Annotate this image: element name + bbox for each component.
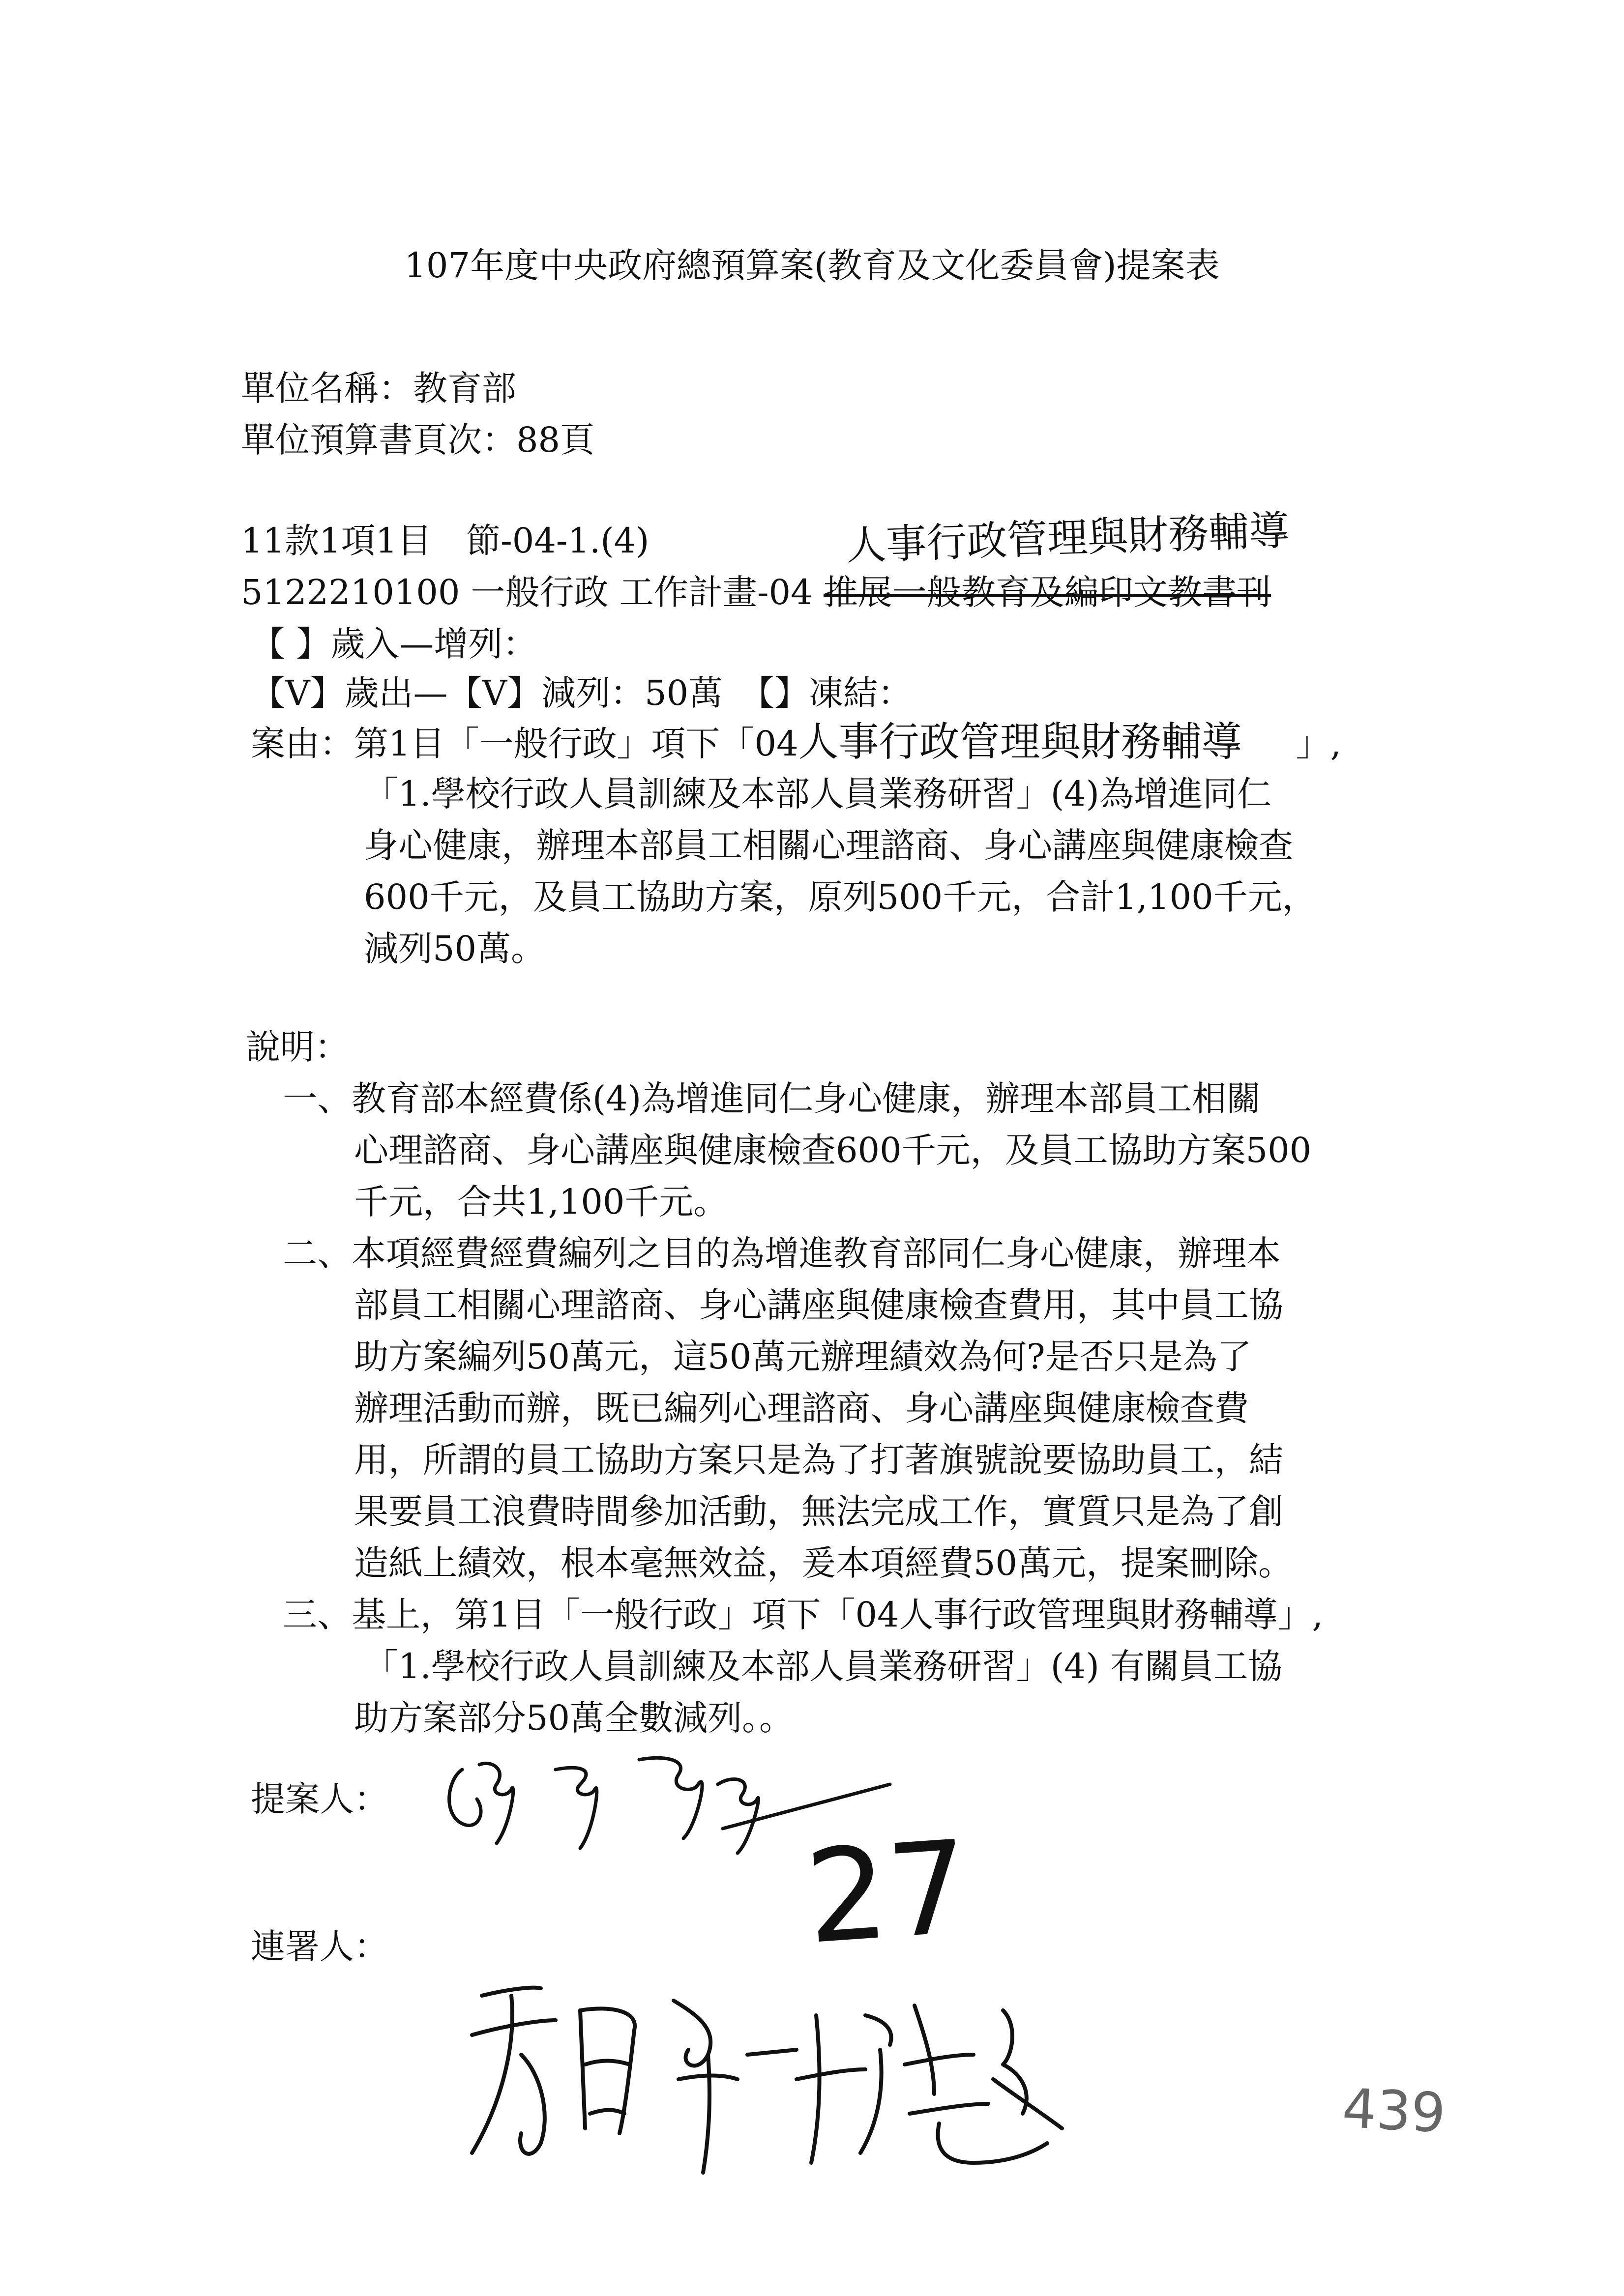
page-title: 107年度中央政府總預算案(教育及文化委員會)提案表	[404, 245, 1220, 286]
expenditure-line: 【V】歲出—【V】減列：50萬 【】凍結：	[251, 673, 913, 713]
explanation-item2-line1: 二、本項經費經費編列之目的為增進教育部同仁身心健康，辦理本	[283, 1233, 1281, 1274]
case-line-2: 「1.學校行政人員訓練及本部人員業務研習」(4)為增進同仁	[364, 774, 1271, 814]
handwritten-number: 27	[801, 1813, 974, 1973]
case-handwritten: 人事行政管理與財務輔導	[798, 719, 1242, 765]
case-line1-suffix: 」,	[1296, 724, 1341, 764]
cosigner-signatures	[443, 1966, 1131, 2192]
case-line-3: 身心健康，辦理本部員工相關心理諮商、身心講座與健康檢查	[364, 825, 1293, 866]
proposer-label: 提案人：	[251, 1779, 388, 1819]
explanation-item3-line1: 三、基上，第1目「一般行政」項下「04人事行政管理與財務輔導」,	[283, 1595, 1323, 1635]
explanation-item1-line2: 心理諮商、身心講座與健康檢查600千元，及員工協助方案500	[354, 1130, 1312, 1170]
explanation-item2-line2: 部員工相關心理諮商、身心講座與健康檢查費用，其中員工協	[354, 1285, 1283, 1325]
revenue-line: 【 】歲入—增列：	[251, 624, 537, 664]
explanation-item1-line3: 千元，合共1,100千元。	[354, 1182, 728, 1222]
explanation-item2-line3: 助方案編列50萬元，這50萬元辦理績效為何?是否只是為了	[354, 1337, 1252, 1377]
case-label: 案由：	[251, 724, 354, 764]
unit-page: 單位預算書頁次：88頁	[241, 420, 595, 460]
page-number: 439	[1340, 2076, 1447, 2145]
case-line-4: 600千元，及員工協助方案，原列500千元，合計1,100千元，	[364, 877, 1317, 917]
cosigner-label: 連署人：	[251, 1926, 388, 1967]
explanation-item3-line3: 助方案部分50萬全數減列。。	[354, 1698, 794, 1738]
explanation-label: 說明：	[246, 1027, 349, 1067]
case-line-5: 減列50萬。	[364, 929, 546, 969]
explanation-item1-line1: 一、教育部本經費係(4)為增進同仁身心健康，辦理本部員工相關	[283, 1078, 1261, 1119]
unit-name: 單位名稱：教育部	[241, 368, 516, 408]
code-line-prefix: 5122210100 一般行政 工作計畫-04	[241, 572, 824, 612]
case-line1-prefix: 第1目「一般行政」項下「04	[354, 724, 798, 764]
case-line-1	[251, 718, 1341, 768]
explanation-item2-line7: 造紙上績效，根本毫無效益，爰本項經費50萬元，提案刪除。	[354, 1543, 1293, 1583]
handwritten-correction: 人事行政管理與財務輔導	[845, 507, 1290, 570]
explanation-item2-line6: 果要員工浪費時間參加活動，無法完成工作，實質只是為了創	[354, 1491, 1283, 1532]
explanation-item2-line5: 用，所謂的員工協助方案只是為了打著旗號說要協助員工，結	[354, 1440, 1283, 1480]
struck-text: 推展一般教育及編印文教書刊	[823, 572, 1271, 612]
explanation-item3-line2: 「1.學校行政人員訓練及本部人員業務研習」(4) 有關員工協	[364, 1646, 1283, 1686]
budget-item: 11款1項1目 節-04-1.(4)	[241, 521, 650, 561]
explanation-item2-line4: 辦理活動而辦，既已編列心理諮商、身心講座與健康檢查費	[354, 1388, 1249, 1428]
code-line	[241, 568, 1271, 617]
